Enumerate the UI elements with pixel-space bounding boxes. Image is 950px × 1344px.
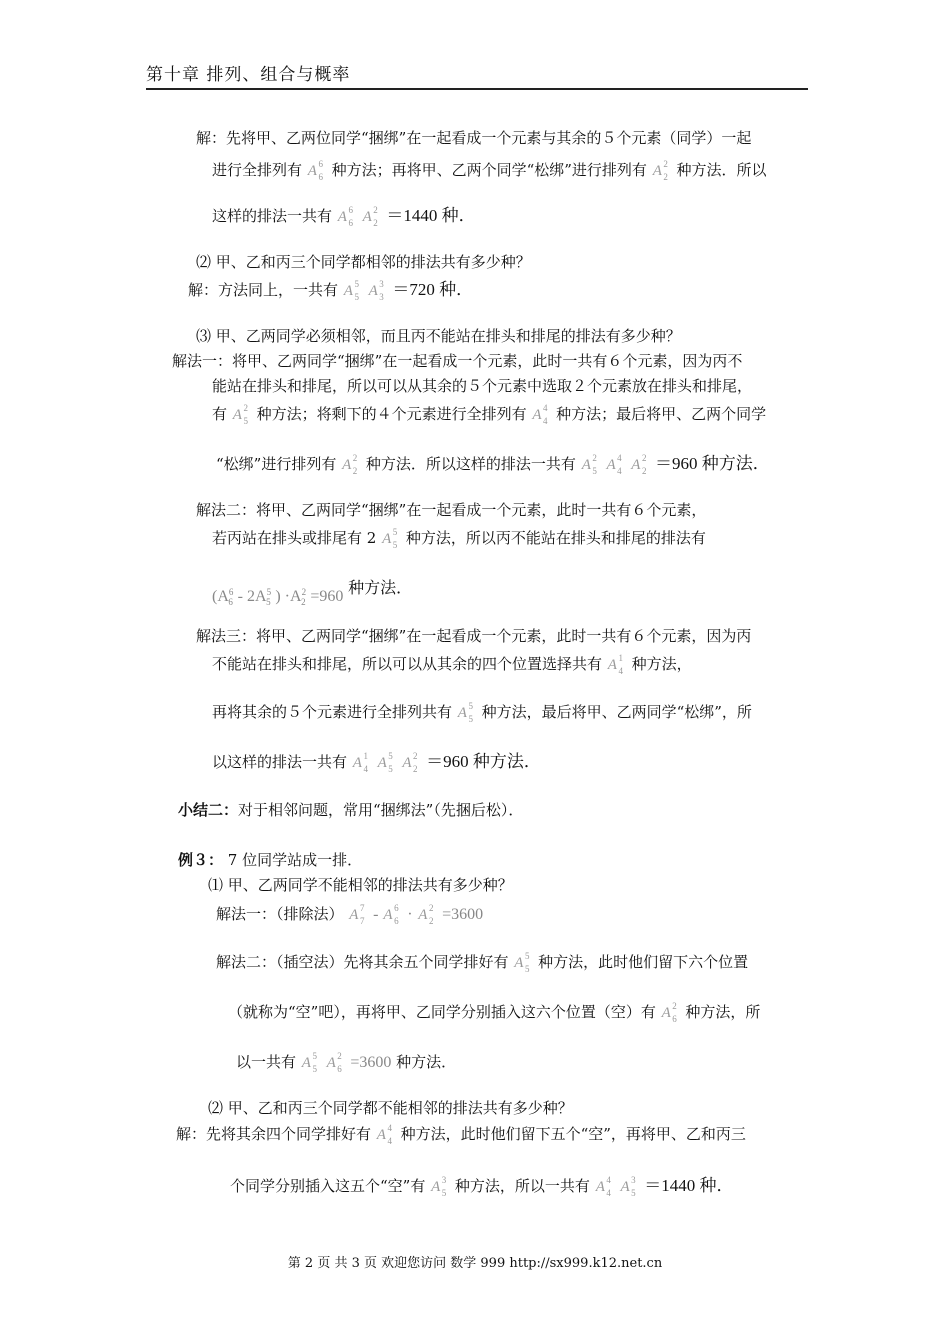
text-line [212,702,752,723]
text-span: 若丙站在排头或排尾有 2 [212,529,377,547]
perm-symbol: A 6 6 [383,903,399,926]
text-line [212,404,766,425]
perm-symbol: A 2 2 [342,453,358,476]
text-span: 种方法．所以 [676,161,767,179]
text-line [236,1052,456,1073]
perm-symbol: A 6 6 [307,159,323,182]
text-span: 解：先将其余四个同学排好有 [176,1125,372,1143]
text-line [216,952,748,973]
text-line [228,1002,760,1023]
text-span: 以这样的排法一共有 [212,753,348,771]
text-line [188,280,473,301]
perm-symbol: A 1 4 [352,751,368,774]
text-span: 种方法．所以这样的排法一共有 [365,455,576,473]
perm-symbol: A 5 5 [301,1051,317,1074]
example-text: 7 位同学站成一排． [223,851,363,869]
result-text: ＝960 种方法． [655,454,770,473]
summary-text: 对于相邻问题，常用“捆绑法”（先捆后松）． [238,801,524,819]
text-line: 解：先将甲、乙两位同学“捆绑”在一起看成一个元素与其余的５个元素（同学）一起 [196,129,752,147]
formula-span: =3600 [442,906,484,923]
text-span: 种方法． [396,1053,457,1071]
perm-symbol: A 6 6 [337,205,353,228]
text-span: 解法二：（插空法）先将其余五个同学排好有 [216,953,509,971]
text-span: （就称为“空”吧），再将甲、乙同学分别插入这六个位置（空）有 [228,1003,656,1021]
perm-symbol: A 2 6 [661,1001,677,1024]
perm-symbol: A 4 4 [595,1175,611,1198]
text-line [216,904,483,925]
text-span: 种方法；将剩下的４个元素进行全排列有 [256,405,527,423]
result-text: ＝1440 种． [644,1176,734,1195]
text-line [212,206,476,227]
result-text: ＝1440 种． [386,206,476,225]
formula-span: - [373,906,383,923]
perm-symbol: A 5 5 [343,279,359,302]
text-line: 解法三：将甲、乙两同学“捆绑”在一起看成一个元素，此时一共有６个元素，因为丙 [196,627,752,645]
text-span: 种方法， [631,655,692,673]
perm-symbol: A 2 2 [402,751,418,774]
text-span: 种方法． [348,578,413,597]
result-text: ＝720 种． [392,280,474,299]
perm-symbol: A 5 5 [514,951,530,974]
text-span: 不能站在排头和排尾，所以可以从其余的四个位置选择共有 [212,655,603,673]
page-footer: 第 2 页 共 3 页 欢迎您访问 数学 999 http://sx999.k12.net.cn [287,1256,663,1271]
perm-symbol: A 2 5 [581,453,597,476]
perm-symbol: A 7 7 [349,903,365,926]
perm-symbol: A 5 5 [457,701,473,724]
text-span: “松绑”进行排列有 [216,455,337,473]
text-line [230,1176,734,1197]
formula-span: =960 [310,588,344,605]
text-span: 有 [212,405,228,423]
question-text: ⑵ 甲、乙和丙三个同学都相邻的排法共有多少种？ [196,253,531,271]
chapter-title: 第十章 排列、组合与概率 [146,65,351,85]
text-span: 种方法，此时他们留下六个位置 [538,953,749,971]
formula-span: - 2A [237,588,267,605]
text-line [212,752,541,773]
text-span: 解法一：（排除法） [216,905,344,923]
perm-symbol: A 3 5 [431,1175,447,1198]
summary-label: 小结二： [178,801,239,819]
text-span: 解：方法同上，一共有 [188,281,339,299]
text-line: 能站在排头和排尾，所以可以从其余的５个元素中选取２个元素放在排头和排尾， [212,377,753,395]
perm-symbol: A 3 3 [368,279,384,302]
text-span: 种方法，所以丙不能站在排头和排尾的排法有 [405,529,706,547]
question-text: ⑴ 甲、乙两同学不能相邻的排法共有多少种？ [208,876,513,894]
text-span: 进行全排列有 [212,161,303,179]
text-line [216,454,770,475]
perm-symbol: A 4 4 [376,1123,392,1146]
perm-symbol: A 2 5 [232,403,248,426]
text-span: 种方法，所以一共有 [454,1177,590,1195]
result-text: ＝960 种方法． [426,752,541,771]
question-text: ⑶ 甲、乙两同学必须相邻，而且丙不能站在排头和排尾的排法有多少种？ [196,327,681,345]
example-heading [178,850,362,870]
text-span: 个同学分别插入这五个“空”有 [230,1177,426,1195]
text-span: 以一共有 [236,1053,297,1071]
formula-span: (A [212,588,229,605]
perm-symbol: A 2 2 [418,903,434,926]
text-span: 种方法；再将甲、乙两个同学“松绑”进行排列有 [331,161,647,179]
formula-line: ($A^6_6 - 2A^5_5$ ) $\cdot A^2_2 =960$ 种方法． [212,578,413,607]
text-line [212,160,767,181]
formula-span: ) ·A [275,588,302,605]
text-line [212,528,706,549]
perm-symbol: A 4 4 [532,403,548,426]
perm-symbol: A 1 4 [607,653,623,676]
perm-symbol: A 5 5 [377,751,393,774]
summary-line [178,800,523,820]
text-line [176,1124,746,1145]
text-line: 解法二：将甲、乙两同学“捆绑”在一起看成一个元素，此时一共有６个元素， [196,501,707,519]
header-rule [146,88,808,90]
text-line: 解法一：将甲、乙两同学“捆绑”在一起看成一个元素，此时一共有６个元素，因为丙不 [172,352,743,370]
text-span: 种方法，所 [685,1003,761,1021]
question-text: ⑵ 甲、乙和丙三个同学都不能相邻的排法共有多少种？ [208,1099,573,1117]
text-span: 这样的排法一共有 [212,207,333,225]
text-span: 种方法；最后将甲、乙两个同学 [556,405,767,423]
perm-symbol: A 2 6 [326,1051,342,1074]
example-label: 例３： [178,851,224,869]
formula-span: · [407,906,413,923]
perm-symbol: A 2 2 [362,205,378,228]
perm-symbol: A 2 2 [631,453,647,476]
formula-span: =3600 [350,1054,392,1071]
text-line [212,654,692,675]
perm-symbol: A 3 5 [620,1175,636,1198]
text-span: 种方法，最后将甲、乙两同学“松绑”，所 [481,703,752,721]
text-span: 种方法，此时他们留下五个“空”，再将甲、乙和丙三 [400,1125,746,1143]
perm-symbol: A 4 4 [606,453,622,476]
text-span: 再将其余的５个元素进行全排列共有 [212,703,453,721]
perm-symbol: A 5 5 [382,527,398,550]
perm-symbol: A 2 2 [652,159,668,182]
